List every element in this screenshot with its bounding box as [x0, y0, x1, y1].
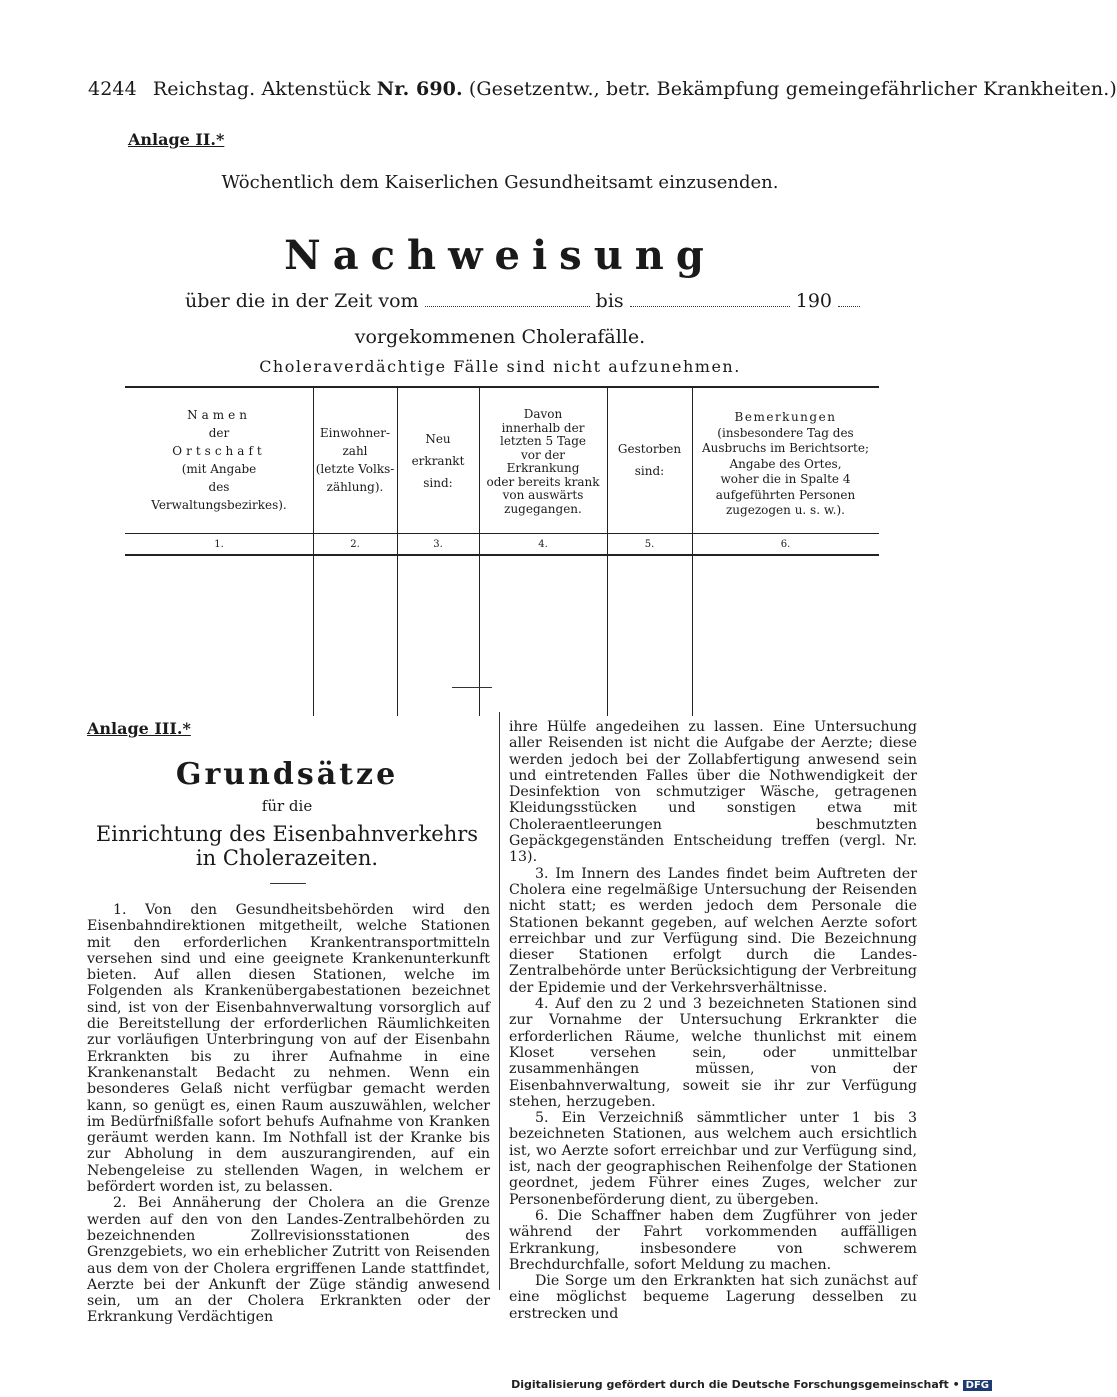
table-top-rule	[125, 386, 879, 388]
anlage-3-label: Anlage III.*	[87, 719, 191, 738]
dfg-logo: DFG	[963, 1380, 992, 1391]
anlage-2-title: Nachweisung	[284, 232, 716, 279]
header-line: Ausbruchs im Berichtsorte;	[701, 441, 869, 455]
header-line: Verwaltungsbezirkes).	[151, 498, 287, 512]
anlage-2-label: Anlage II.*	[128, 130, 225, 149]
header-line: sind:	[634, 464, 665, 478]
column-header-davon	[479, 408, 607, 516]
period-bis: bis	[595, 290, 624, 312]
period-line	[185, 290, 860, 312]
header-line: von auswärts	[502, 488, 584, 502]
header-line: Namen	[187, 408, 251, 422]
table-number-rule	[125, 554, 879, 556]
header-line: zugegangen.	[504, 501, 582, 516]
header-line: zahl	[342, 444, 368, 458]
footer-text: Digitalisierung gefördert durch die Deutsche Forschungsgemeinschaft •	[511, 1378, 960, 1391]
header-line: Einwohner-	[319, 426, 391, 440]
period-prefix: über die in der Zeit vom	[185, 290, 419, 312]
header-line: Erkrankung	[506, 461, 580, 475]
column-divider-rule	[499, 712, 500, 1290]
header-line: Davon	[523, 407, 563, 421]
header-line: (letzte Volks-	[315, 462, 395, 476]
header-aktenstueck: Aktenstück	[261, 78, 371, 100]
header-line: Bemerkungen	[734, 410, 837, 424]
header-line: (insbesondere Tag des	[717, 425, 854, 440]
paragraph: Die Sorge um den Erkrankten hat sich zunächst auf eine möglichst bequeme Lagerung desselben zu erstrecken und	[509, 1273, 917, 1322]
header-line: zugezogen u. s. w.).	[725, 503, 845, 517]
header-line: Neu	[425, 432, 451, 446]
header-line: erkrankt	[411, 454, 465, 468]
header-line: sind:	[423, 476, 453, 490]
header-line: der	[208, 426, 230, 440]
title-rule	[270, 883, 306, 884]
paragraph: ihre Hülfe angedeihen zu lassen. Eine Untersuchung aller Reisenden ist nicht die Aufgabe der Aerzte; diese werden jedoch bei der Zollabfertigung anwesend sein und eintretenden Falles über die Nothwendigkeit der Desinfektion von schmutziger Wäsche, getragenen Kleidungsstücken und sonstigen etwa mit Choleraentleerungen beschmutzten Gepäckgegenständen Entscheidung treffen (vergl. Nr. 13).	[509, 719, 917, 866]
column-header-ortschaft	[125, 406, 313, 514]
period-to-blank	[630, 292, 790, 307]
anlage-2-note: Wöchentlich dem Kaiserlichen Gesundheitsamt einzusenden.	[221, 172, 779, 193]
anlage-2-note-2: Choleraverdächtige Fälle sind nicht aufzunehmen.	[259, 357, 741, 376]
header-line: Gestorben	[617, 442, 682, 456]
column-number: 1.	[214, 539, 224, 550]
period-from-blank	[425, 292, 590, 307]
header-line: (mit Angabe	[181, 462, 257, 476]
header-line: letzten 5 Tage	[499, 434, 586, 448]
header-line: vor der	[520, 447, 566, 462]
right-column	[509, 719, 917, 1322]
header-line: Ortschaft	[172, 444, 266, 458]
column-header-bemerkungen	[692, 410, 879, 519]
column-number: 2.	[350, 539, 360, 550]
header-reichstag: Reichstag.	[152, 78, 256, 100]
section-separator	[452, 687, 492, 688]
paragraph: 6. Die Schaffner haben dem Zugführer von jeder während der Fahrt vorkommenden auffälligen Erkrankung, insbesondere von schwerem Brechdurchfalle, sofort Meldung zu machen.	[509, 1207, 917, 1273]
column-header-einwohnerzahl	[313, 424, 397, 496]
column-number: 4.	[538, 539, 548, 550]
header-line: zählung).	[326, 480, 384, 494]
anlage-3-fuer-die: für die	[261, 797, 313, 815]
paragraph: 5. Ein Verzeichniß sämmtlicher unter 1 bis 3 bezeichneten Stationen, aus welchem auch ersichtlich ist, wo Aerzte sofort erreichbar und zur Verfügung sind, ist, nach der geographischen Reihenfolge der Stationen geordnet, jedem Führer eines Zuges, welcher zur Personenbeförderung dient, zu übergeben.	[509, 1110, 917, 1208]
paragraph: 1. Von den Gesundheitsbehörden wird den Eisenbahndirektionen mitgetheilt, welche Stationen mit den erforderlichen Krankentransportmitteln versehen sind und eine geeignete Krankenunterkunft bieten. Auf allen diesen Stationen, welche im Folgenden als Krankenübergabestationen bezeichnet sind, ist von der Eisenbahnverwaltung vorsorglich auf die Bereitstellung der erforderlichen Räumlichkeiten zur vorläufigen Unterbringung von auf der Eisenbahn Erkrankten bis zu ihrer Aufnahme in eine Krankenanstalt Bedacht zu nehmen. Wenn ein besonderes Gelaß nicht verfügbar gemacht werden kann, so genügt es, einen Raum auszuwählen, welcher im Bedürfnißfalle sofort behufs Aufnahme von Kranken geräumt werden kann. Im Nothfall ist der Kranke bis zur Abholung in dem auszurangirenden, auf ein Nebengeleise zu stellenden Wagen, in welchem er befördert worden ist, zu belassen.	[87, 902, 490, 1196]
column-number: 3.	[433, 539, 443, 550]
paragraph: 4. Auf den zu 2 und 3 bezeichneten Stationen sind zur Vornahme der Untersuchung Erkrankter die erforderlichen Räume, welche thunlichst mit einem Kloset versehen sein, oder unmittelbar zusammenhängen müssen, von der Eisenbahnverwaltung, soweit sie ihr zur Verfügung stehen, herzugeben.	[509, 996, 917, 1110]
digitization-footer	[0, 1378, 992, 1391]
header-line: innerhalb der	[501, 420, 585, 435]
period-year: 190	[795, 290, 833, 312]
column-header-gestorben	[607, 438, 692, 482]
column-number: 5.	[644, 539, 655, 550]
anlage-3-subtitle: Einrichtung des Eisenbahnverkehrs in Cholerazeiten.	[95, 822, 479, 870]
header-line: aufgeführten Personen	[715, 487, 856, 502]
column-number: 6.	[780, 539, 791, 550]
header-line: des	[208, 480, 230, 494]
page-header	[88, 78, 1117, 100]
header-line: oder bereits krank	[486, 474, 600, 489]
nachweisung-table	[125, 386, 879, 716]
header-line: Angabe des Ortes,	[729, 456, 842, 471]
header-subject: (Gesetzentw., betr. Bekämpfung gemeingefährlicher Krankheiten.)	[468, 78, 1117, 100]
left-column	[87, 902, 490, 1326]
page-number: 4244	[88, 78, 137, 100]
anlage-3-title: Grundsätze	[175, 757, 399, 792]
paragraph: 2. Bei Annäherung der Cholera an die Grenze werden auf den von den Landes-Zentralbehörden zu bezeichnenden Zollrevisionsstationen des Grenzgebiets, wo ein erheblicher Zutritt von Reisenden aus dem von der Cholera ergriffenen Lande stattfindet, Aerzte bei der Ankunft der Züge ständig anwesend sein, um an der Cholera Erkrankten oder der Erkrankung Verdächtigen	[87, 1195, 490, 1326]
anlage-2-subtitle: vorgekommenen Cholerafälle.	[354, 326, 646, 348]
table-header-rule	[125, 533, 879, 534]
header-line: woher die in Spalte 4	[720, 472, 851, 486]
column-header-neu-erkrankt	[397, 428, 479, 494]
paragraph: 3. Im Innern des Landes findet beim Auftreten der Cholera eine regelmäßige Untersuchung der Reisenden nicht statt; es werden jedoch dem Personale die Stationen bekannt gegeben, auf welchen Aerzte sofort erreichbar und zur Verfügung sind. Die Bezeichnung dieser Stationen erfolgt durch die Landes-Zentralbehörde unter Berücksichtigung der Verbreitung der Epidemie und der Verkehrsverhältnisse.	[509, 865, 917, 996]
period-year-blank	[838, 292, 860, 307]
header-number: Nr. 690.	[376, 78, 463, 100]
